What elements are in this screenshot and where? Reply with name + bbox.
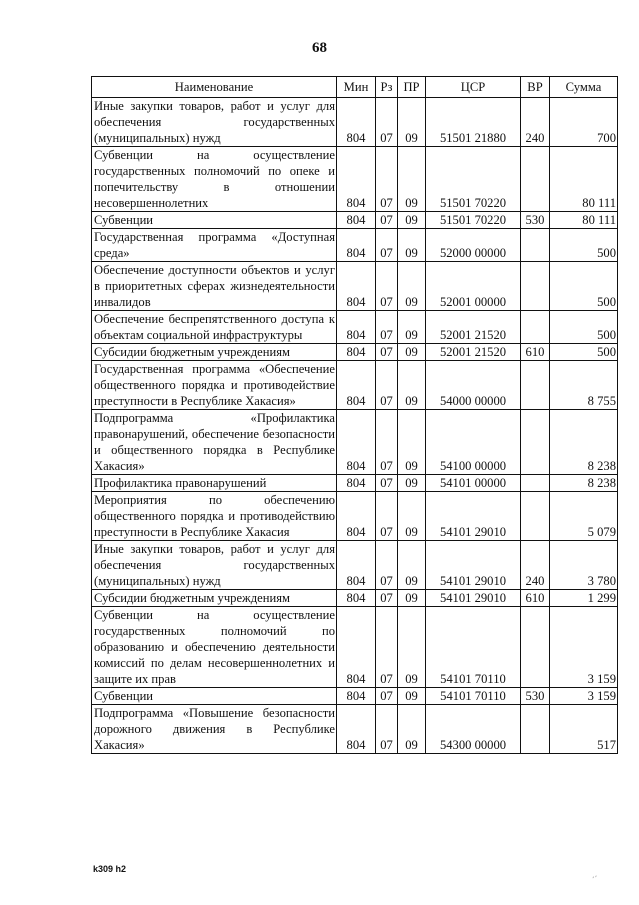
row-vr	[521, 262, 550, 311]
row-name: Государственная программа «Доступная среда»	[92, 229, 337, 262]
row-csr: 52001 21520	[426, 311, 521, 344]
row-min: 804	[337, 410, 376, 475]
row-pr: 09	[398, 361, 426, 410]
row-name: Обеспечение беспрепятственного доступа к объектам социальной инфраструктуры	[92, 311, 337, 344]
row-vr	[521, 607, 550, 688]
row-name: Иные закупки товаров, работ и услуг для обеспечения государственных (муниципальных) нужд	[92, 98, 337, 147]
row-min: 804	[337, 262, 376, 311]
row-sum: 80 111	[550, 212, 618, 229]
row-vr	[521, 311, 550, 344]
row-rz: 07	[376, 311, 398, 344]
row-min: 804	[337, 688, 376, 705]
header-rz: Рз	[376, 77, 398, 98]
row-csr: 51501 21880	[426, 98, 521, 147]
table-header-row	[92, 77, 618, 98]
header-min: Мин	[337, 77, 376, 98]
row-vr	[521, 705, 550, 754]
row-min: 804	[337, 311, 376, 344]
row-rz: 07	[376, 607, 398, 688]
row-sum: 500	[550, 311, 618, 344]
row-vr: 530	[521, 688, 550, 705]
row-min: 804	[337, 541, 376, 590]
row-pr: 09	[398, 98, 426, 147]
row-min: 804	[337, 361, 376, 410]
row-min: 804	[337, 607, 376, 688]
row-rz: 07	[376, 705, 398, 754]
row-sum: 8 755	[550, 361, 618, 410]
row-sum: 3 780	[550, 541, 618, 590]
header-pr: ПР	[398, 77, 426, 98]
row-pr: 09	[398, 688, 426, 705]
row-sum: 500	[550, 262, 618, 311]
row-name: Субвенции	[92, 212, 337, 229]
row-name: Мероприятия по обеспечению общественного порядка и противодействию преступности в Республике Хакасия	[92, 492, 337, 541]
row-name: Обеспечение доступности объектов и услуг в приоритетных сферах жизнедеятельности инвалидов	[92, 262, 337, 311]
budget-table	[91, 76, 618, 754]
row-rz: 07	[376, 688, 398, 705]
row-min: 804	[337, 98, 376, 147]
row-min: 804	[337, 344, 376, 361]
table-row	[92, 492, 618, 541]
table-row	[92, 344, 618, 361]
row-vr: 530	[521, 212, 550, 229]
row-pr: 09	[398, 541, 426, 590]
table-row	[92, 98, 618, 147]
row-csr: 54101 00000	[426, 475, 521, 492]
row-name: Иные закупки товаров, работ и услуг для обеспечения государственных (муниципальных) нужд	[92, 541, 337, 590]
row-pr: 09	[398, 590, 426, 607]
row-csr: 52001 21520	[426, 344, 521, 361]
row-min: 804	[337, 147, 376, 212]
row-rz: 07	[376, 541, 398, 590]
row-name: Субвенции	[92, 688, 337, 705]
row-csr: 54000 00000	[426, 361, 521, 410]
row-rz: 07	[376, 229, 398, 262]
row-vr	[521, 361, 550, 410]
row-name: Профилактика правонарушений	[92, 475, 337, 492]
table-row	[92, 688, 618, 705]
table-row	[92, 212, 618, 229]
row-name: Подпрограмма «Повышение безопасности дорожного движения в Республике Хакасия»	[92, 705, 337, 754]
header-sum: Сумма	[550, 77, 618, 98]
row-pr: 09	[398, 475, 426, 492]
row-vr: 610	[521, 590, 550, 607]
row-csr: 51501 70220	[426, 147, 521, 212]
row-sum: 1 299	[550, 590, 618, 607]
row-pr: 09	[398, 147, 426, 212]
row-name: Субсидии бюджетным учреждениям	[92, 344, 337, 361]
row-pr: 09	[398, 262, 426, 311]
row-sum: 80 111	[550, 147, 618, 212]
row-rz: 07	[376, 262, 398, 311]
row-pr: 09	[398, 229, 426, 262]
row-rz: 07	[376, 410, 398, 475]
row-rz: 07	[376, 475, 398, 492]
row-min: 804	[337, 229, 376, 262]
row-vr	[521, 475, 550, 492]
row-csr: 54101 70110	[426, 607, 521, 688]
row-rz: 07	[376, 590, 398, 607]
row-csr: 54100 00000	[426, 410, 521, 475]
row-min: 804	[337, 705, 376, 754]
row-pr: 09	[398, 344, 426, 361]
scan-mark: ˏˏ	[588, 867, 598, 879]
row-name: Субвенции на осуществление государственных полномочий по образованию и обеспечению деятельности комиссий по делам несовершеннолетних и защите их прав	[92, 607, 337, 688]
header-vr: ВР	[521, 77, 550, 98]
row-min: 804	[337, 590, 376, 607]
row-csr: 52000 00000	[426, 229, 521, 262]
table-row	[92, 311, 618, 344]
row-pr: 09	[398, 492, 426, 541]
row-vr	[521, 229, 550, 262]
row-min: 804	[337, 475, 376, 492]
row-name: Государственная программа «Обеспечение общественного порядка и противодействие преступности в Республике Хакасия»	[92, 361, 337, 410]
row-sum: 8 238	[550, 410, 618, 475]
row-sum: 700	[550, 98, 618, 147]
row-sum: 8 238	[550, 475, 618, 492]
row-csr: 54101 29010	[426, 492, 521, 541]
row-vr	[521, 492, 550, 541]
header-csr: ЦСР	[426, 77, 521, 98]
table-row	[92, 147, 618, 212]
row-rz: 07	[376, 361, 398, 410]
row-csr: 54300 00000	[426, 705, 521, 754]
row-csr: 52001 00000	[426, 262, 521, 311]
row-sum: 3 159	[550, 607, 618, 688]
row-vr	[521, 410, 550, 475]
table-row	[92, 705, 618, 754]
row-vr: 240	[521, 541, 550, 590]
row-pr: 09	[398, 212, 426, 229]
table-row	[92, 229, 618, 262]
table-row	[92, 541, 618, 590]
row-sum: 500	[550, 344, 618, 361]
row-pr: 09	[398, 607, 426, 688]
table-row	[92, 475, 618, 492]
footer-code: k309 h2	[93, 864, 127, 874]
table-row	[92, 262, 618, 311]
row-sum: 500	[550, 229, 618, 262]
row-name: Подпрограмма «Профилактика правонарушений, обеспечение безопасности и общественного порядка в Республике Хакасия»	[92, 410, 337, 475]
row-vr	[521, 147, 550, 212]
row-pr: 09	[398, 410, 426, 475]
row-name: Субсидии бюджетным учреждениям	[92, 590, 337, 607]
table-row	[92, 410, 618, 475]
row-sum: 3 159	[550, 688, 618, 705]
table-row	[92, 607, 618, 688]
row-pr: 09	[398, 705, 426, 754]
row-csr: 51501 70220	[426, 212, 521, 229]
header-name: Наименование	[92, 77, 337, 98]
row-min: 804	[337, 212, 376, 229]
row-vr: 240	[521, 98, 550, 147]
table-row	[92, 361, 618, 410]
row-name: Субвенции на осуществление государственных полномочий по опеке и попечительству в отношении несовершеннолетних	[92, 147, 337, 212]
row-rz: 07	[376, 98, 398, 147]
row-csr: 54101 29010	[426, 541, 521, 590]
row-rz: 07	[376, 147, 398, 212]
row-rz: 07	[376, 212, 398, 229]
row-csr: 54101 29010	[426, 590, 521, 607]
row-min: 804	[337, 492, 376, 541]
row-rz: 07	[376, 492, 398, 541]
row-sum: 517	[550, 705, 618, 754]
row-sum: 5 079	[550, 492, 618, 541]
table-row	[92, 590, 618, 607]
row-csr: 54101 70110	[426, 688, 521, 705]
row-pr: 09	[398, 311, 426, 344]
page-number: 68	[312, 40, 327, 56]
row-rz: 07	[376, 344, 398, 361]
row-vr: 610	[521, 344, 550, 361]
